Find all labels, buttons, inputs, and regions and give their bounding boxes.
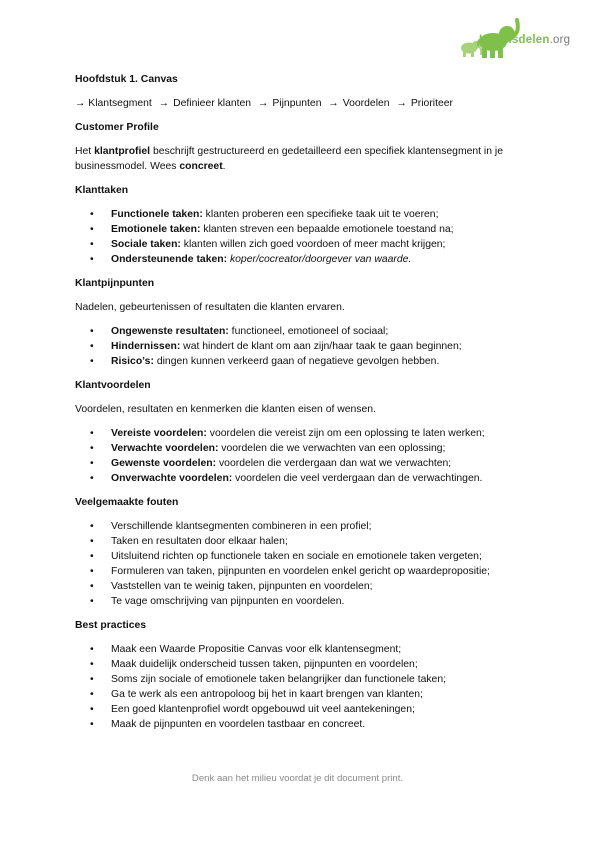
klantvoordelen-list	[75, 426, 530, 486]
logo[interactable]	[455, 14, 580, 60]
flow-arrow-icon: →	[257, 98, 269, 109]
klantpijnpunten-intro: Nadelen, gebeurtenissen of resultaten die klanten ervaren.	[75, 302, 345, 313]
customer-profile-paragraph: Het klantprofiel beschrijft gestructureerd en gedetailleerd een specifiek klantensegment in je businessmodel. Wees concreet.	[75, 146, 503, 172]
flow-step: Klantsegment	[88, 98, 152, 109]
list-item: • Ga te werk als een antropoloog bij het in kaart brengen van klanten;	[75, 687, 530, 702]
flow-step: Voordelen	[342, 98, 390, 109]
list-item: • Ondersteunende taken: koper/cocreator/doorgever van waarde.	[75, 252, 530, 267]
best-practices-list	[75, 642, 530, 732]
list-item: • Emotionele taken: klanten streven een bepaalde emotionele toestand na;	[75, 222, 530, 237]
flow-step: Prioriteer	[410, 98, 454, 109]
section-heading-fouten: Veelgemaakte fouten	[75, 497, 179, 508]
klantpijnpunten-list	[75, 324, 530, 369]
klantvoordelen-intro: Voordelen, resultaten en kenmerken die klanten eisen of wensen.	[75, 404, 376, 415]
list-item: • Ongewenste resultaten: functioneel, emotioneel of sociaal;	[75, 324, 530, 339]
list-item: • Onverwachte voordelen: voordelen die veel verdergaan dan de verwachtingen.	[75, 471, 530, 486]
list-item: • Maak duidelijk onderscheid tussen taken, pijnpunten en voordelen;	[75, 657, 530, 672]
list-item: • Sociale taken: klanten willen zich goed voordoen of meer macht krijgen;	[75, 237, 530, 252]
footer-note: Denk aan het milieu voordat je dit document print.	[191, 773, 404, 784]
section-heading-klantvoordelen: Klantvoordelen	[75, 380, 151, 391]
list-item: • Soms zijn sociale of emotionele taken belangrijker dan functionele taken;	[75, 672, 530, 687]
document-content	[75, 72, 530, 732]
fouten-list	[75, 519, 530, 609]
list-item: • Te vage omschrijving van pijnpunten en voordelen.	[75, 594, 530, 609]
list-item: • Vereiste voordelen: voordelen die vereist zijn om een oplossing te laten werken;	[75, 426, 530, 441]
list-item: • Formuleren van taken, pijnpunten en voordelen enkel gericht op waardepropositie;	[75, 564, 530, 579]
flow-arrow-icon: →	[158, 98, 170, 109]
flow-line	[75, 96, 530, 111]
section-heading-best-practices: Best practices	[75, 620, 147, 631]
list-item: • Functionele taken: klanten proberen een specifieke taak uit te voeren;	[75, 207, 530, 222]
flow-step: Pijnpunten	[272, 98, 322, 109]
flow-arrow-icon: →	[328, 98, 339, 109]
list-item: • Taken en resultaten door elkaar halen;	[75, 534, 530, 549]
flow-arrow-icon: →	[396, 98, 407, 109]
list-item: • Een goed klantenprofiel wordt opgebouwd uit veel aantekeningen;	[75, 702, 530, 717]
flow-step: Definieer klanten	[173, 98, 252, 109]
list-item: • Hindernissen: wat hindert de klant om aan zijn/haar taak te gaan beginnen;	[75, 339, 530, 354]
logo-text: Kennisdelen.org	[479, 34, 571, 46]
flow-arrow-icon: →	[75, 98, 86, 109]
list-item: • Vaststellen van te weinig taken, pijnpunten en voordelen;	[75, 579, 530, 594]
section-heading-klanttaken: Klanttaken	[75, 185, 129, 196]
list-item: • Verwachte voordelen: voordelen die we verwachten van een oplossing;	[75, 441, 530, 456]
section-heading-klantpijnpunten: Klantpijnpunten	[75, 278, 155, 289]
list-item: • Maak de pijnpunten en voordelen tastbaar en concreet.	[75, 717, 530, 732]
list-item: • Risico’s: dingen kunnen verkeerd gaan of negatieve gevolgen hebben.	[75, 354, 530, 369]
list-item: • Gewenste voordelen: voordelen die verdergaan dan wat we verwachten;	[75, 456, 530, 471]
klanttaken-list	[75, 207, 530, 267]
section-heading-customer-profile: Customer Profile	[75, 122, 159, 133]
list-item: • Uitsluitend richten op functionele taken en sociale en emotionele taken vergeten;	[75, 549, 530, 564]
page-title: Hoofdstuk 1. Canvas	[75, 74, 178, 85]
list-item: • Verschillende klantsegmenten combineren in een profiel;	[75, 519, 530, 534]
list-item: • Maak een Waarde Propositie Canvas voor elk klantensegment;	[75, 642, 530, 657]
